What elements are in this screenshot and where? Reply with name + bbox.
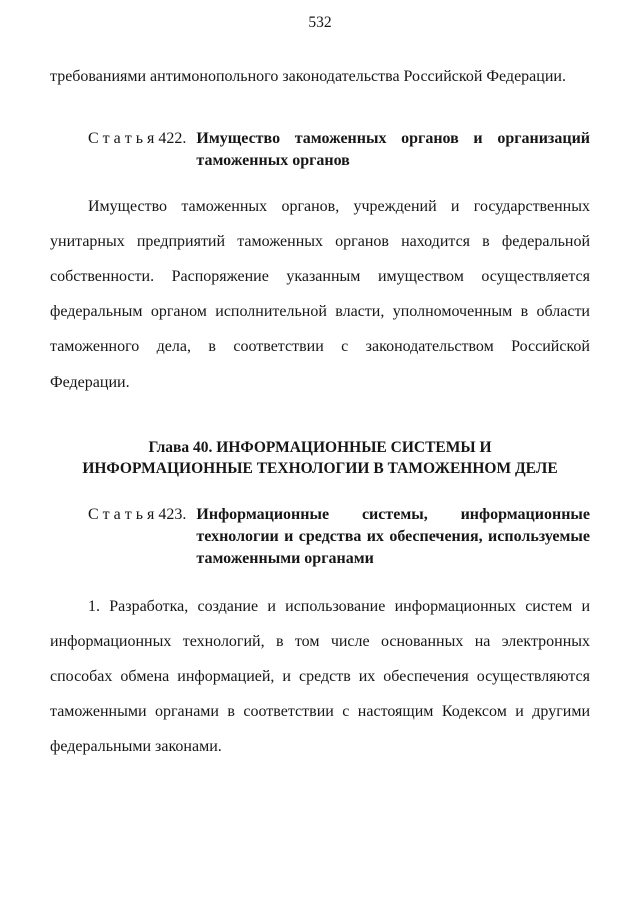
article-423-title: Информационные системы, информационные технологии и средства их обеспечения, используемые таможенными органами — [196, 505, 590, 568]
article-423-label: С т а т ь я 423. — [88, 505, 187, 523]
article-422-title: Имущество таможенных органов и организаций таможенных органов — [196, 129, 590, 170]
article-422-heading — [88, 128, 590, 173]
paragraph-continuation: требованиями антимонопольного законодательства Российской Федерации. — [50, 67, 566, 85]
paragraph-article-422: Имущество таможенных органов, учреждений и государственных унитарных предприятий таможенных органов находится в федеральной собственности. Распоряжение указанным имуществом осуществляется федеральным органом исполнительной власти, уполномоченным в области таможенного дела, в соответствии с законодательством Российской Федерации. — [50, 197, 590, 391]
page-number: 532 — [308, 14, 332, 31]
chapter-40-heading-line2: ИНФОРМАЦИОННЫЕ ТЕХНОЛОГИИ В ТАМОЖЕННОМ ДЕЛЕ — [82, 459, 558, 477]
chapter-40-heading-line1: Глава 40. ИНФОРМАЦИОННЫЕ СИСТЕМЫ И — [148, 438, 492, 456]
chapter-40-heading — [50, 438, 590, 480]
article-422-label: С т а т ь я 422. — [88, 129, 187, 147]
paragraph-article-423-item1: 1. Разработка, создание и использование информационных систем и информационных технологий, в том числе основанных на электронных способах обмена информацией, и средств их обеспечения осуществляются таможенными органами в соответствии с настоящим Кодексом и другими федеральными законами. — [50, 597, 590, 756]
article-423-heading — [88, 504, 590, 571]
